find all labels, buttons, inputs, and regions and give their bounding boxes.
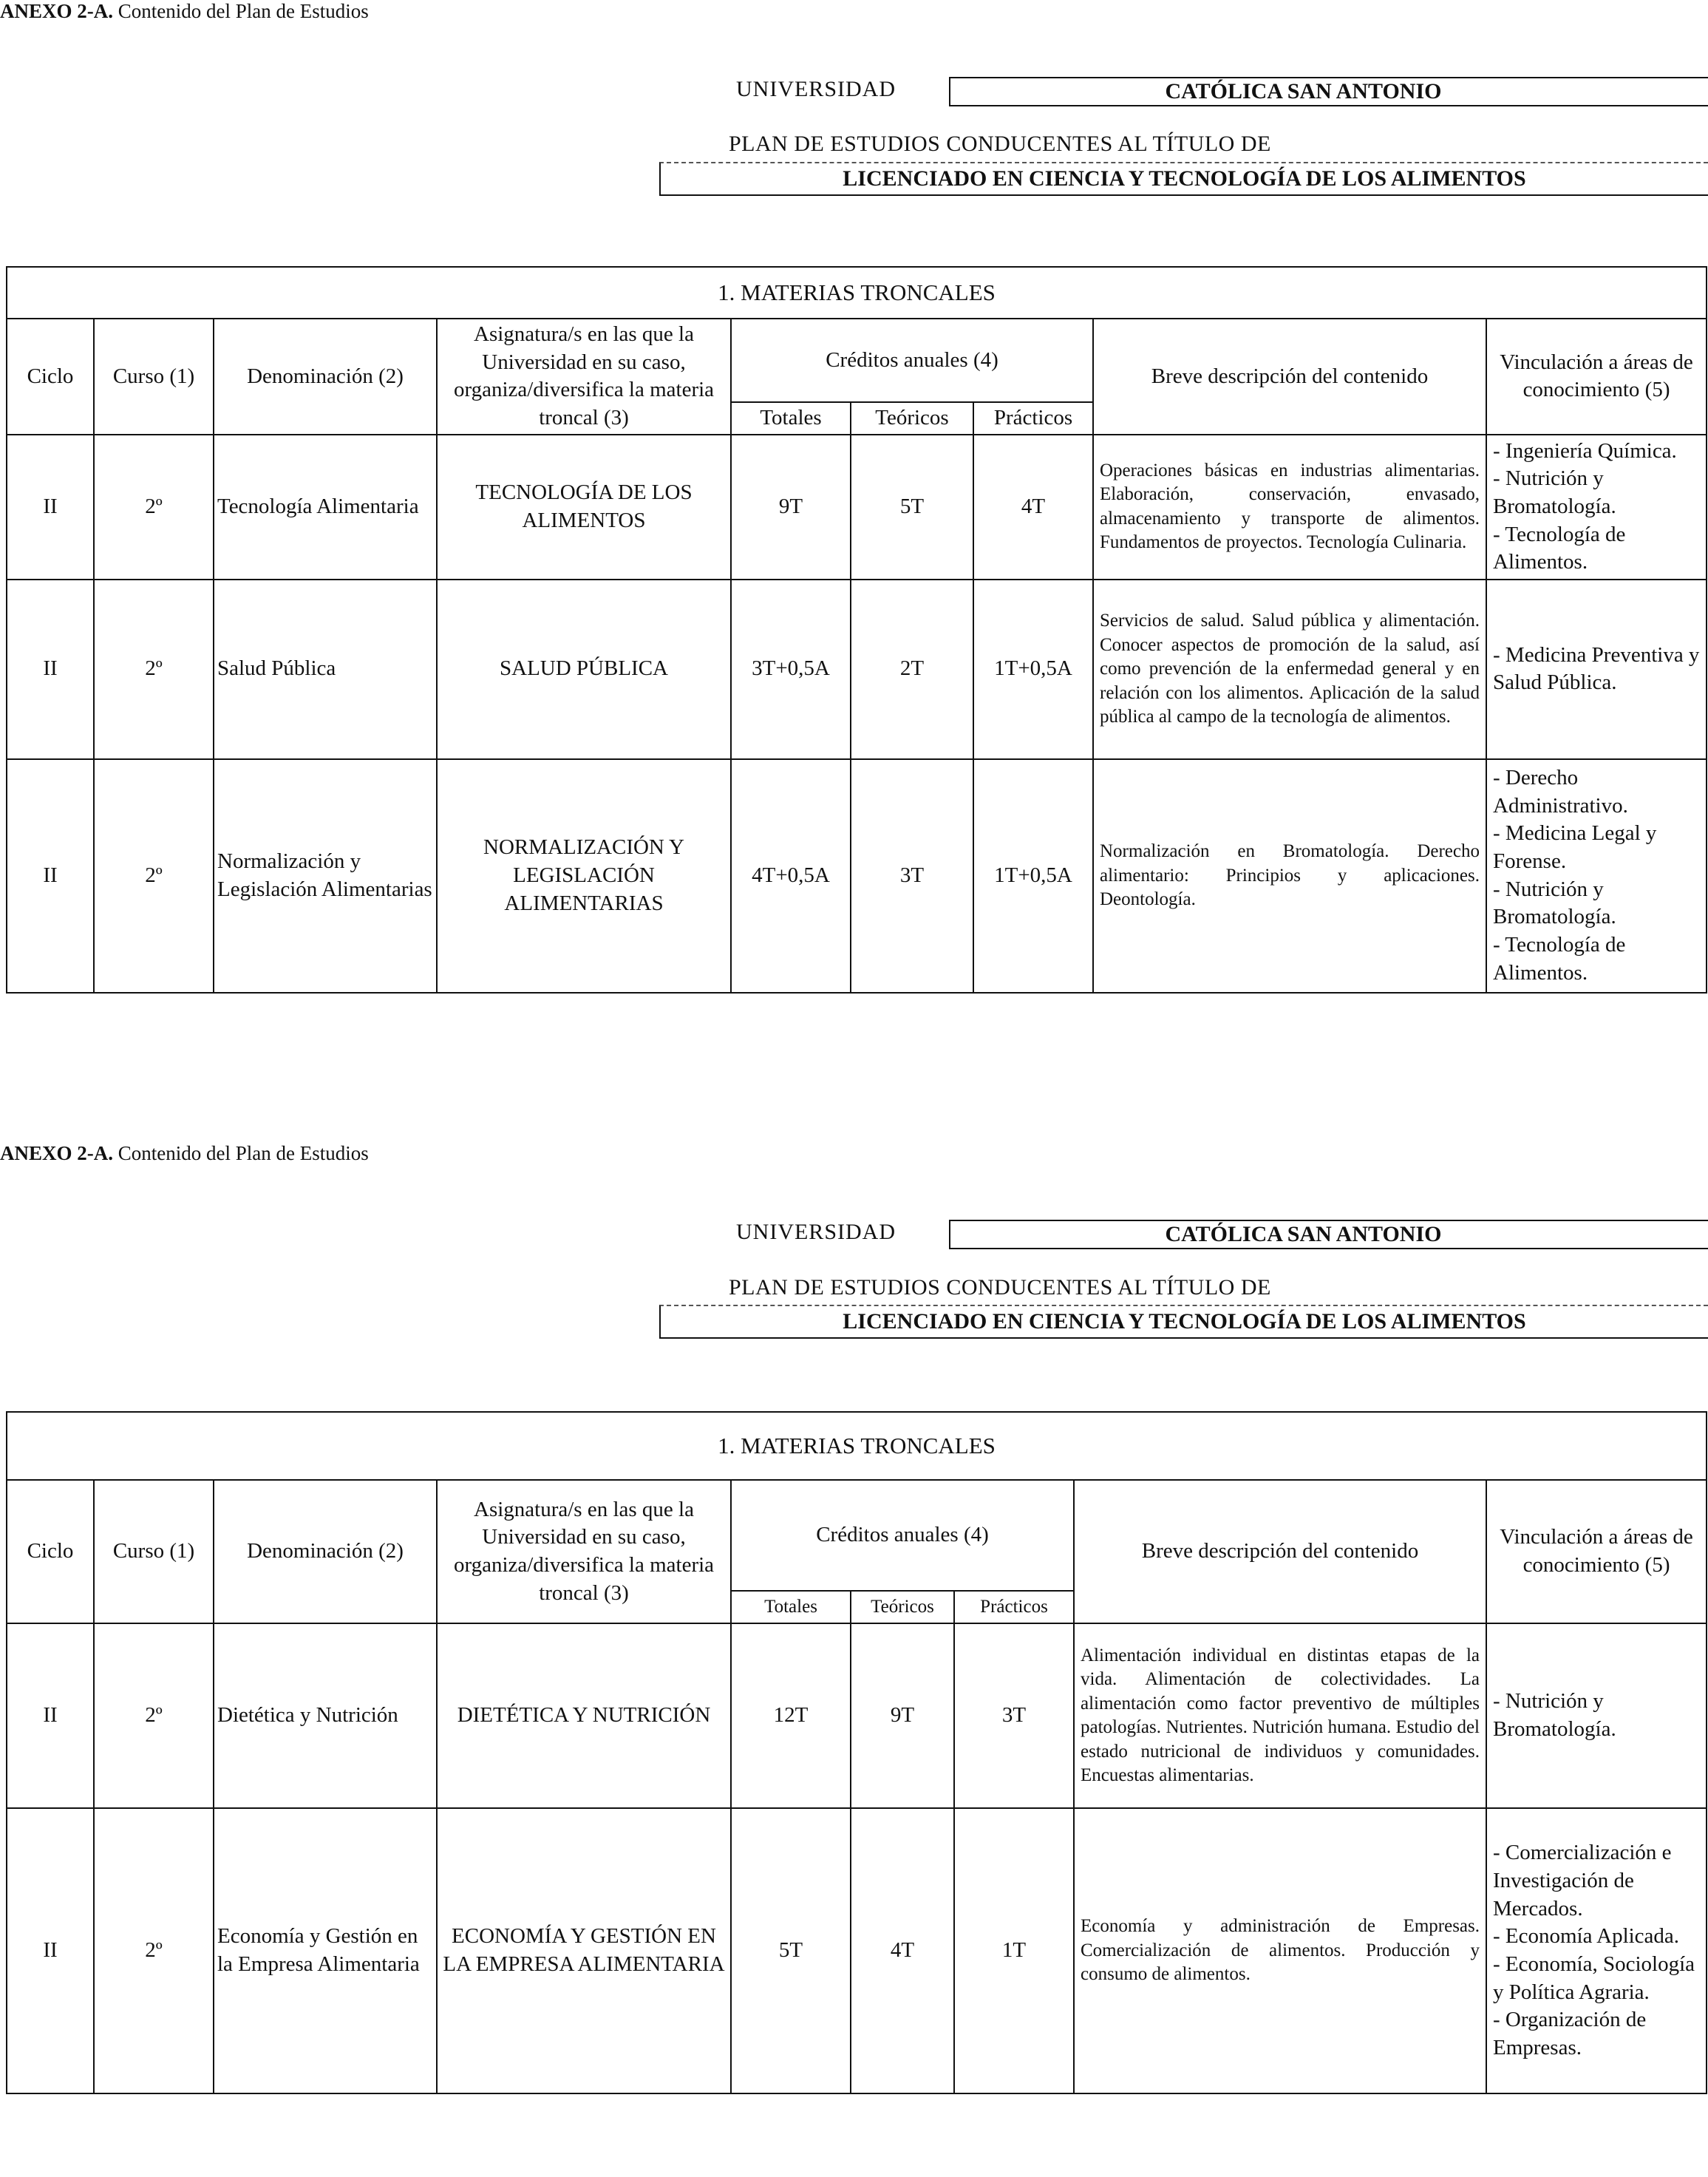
cell-totales: 4T+0,5A (731, 759, 851, 993)
cell-curso: 2º (94, 759, 214, 993)
cell-descripcion: Alimentación individual en distintas etapas de la vida. Alimentación de colectividades. La alimentación como factor preventivo de múltiples patologías. Nutrientes. Nutrición humana. Estudio del estado nutricional de individuos y comunidades. Encuestas alimentarias. (1074, 1623, 1486, 1808)
cell-totales: 5T (731, 1808, 851, 2093)
vinculacion-item: - Nutrición y Bromatología. (1493, 1689, 1616, 1741)
cell-denominacion: Salud Pública (214, 580, 437, 759)
cell-asignatura: SALUD PÚBLICA (437, 580, 731, 759)
cell-denominacion: Tecnología Alimentaria (214, 435, 437, 580)
materias-troncales-table (6, 266, 1707, 994)
universidad-value: CATÓLICA SAN ANTONIO (949, 77, 1708, 106)
table-title: 1. MATERIAS TRONCALES (7, 267, 1707, 319)
vinculacion-item: - Medicina Legal y Forense. (1493, 821, 1657, 874)
cell-curso: 2º (94, 580, 214, 759)
document-page-2 (0, 1142, 1708, 2177)
table-row (7, 759, 1707, 993)
cell-descripcion: Servicios de salud. Salud pública y alimentación. Conocer aspectos de promoción de la salud, así como prevención de la enfermedad general y en relación con los alimentos. Aplicación de la salud pública al campo de la tecnología de alimentos. (1093, 580, 1486, 759)
table-row (7, 580, 1707, 759)
cell-vinculacion (1486, 435, 1707, 580)
annex-heading: ANEXO 2-A. Contenido del Plan de Estudios (0, 0, 369, 22)
vinculacion-item: - Medicina Preventiva y Salud Pública. (1493, 642, 1700, 695)
header-asignatura: Asignatura/s en las que la Universidad en su caso, organiza/diversifica la materia troncal (3) (437, 319, 731, 435)
cell-vinculacion (1486, 580, 1707, 759)
cell-ciclo: II (7, 1808, 94, 2093)
cell-denominacion: Economía y Gestión en la Empresa Alimentaria (214, 1808, 437, 2093)
annex-heading: ANEXO 2-A. Contenido del Plan de Estudios (0, 1142, 369, 1164)
header-creditos: Créditos anuales (4) (731, 319, 1093, 402)
header-descripcion: Breve descripción del contenido (1074, 1480, 1486, 1623)
cell-teoricos: 5T (851, 435, 973, 580)
titulo-value: LICENCIADO EN CIENCIA Y TECNOLOGÍA DE LOS ALIMENTOS (659, 162, 1708, 196)
header-totales: Totales (731, 402, 851, 435)
cell-totales: 9T (731, 435, 851, 580)
header-ciclo: Ciclo (7, 1480, 94, 1623)
cell-vinculacion (1486, 1623, 1707, 1808)
header-creditos: Créditos anuales (4) (731, 1480, 1074, 1591)
vinculacion-item: - Tecnología de Alimentos. (1493, 933, 1626, 985)
universidad-label: UNIVERSIDAD (736, 1220, 896, 1244)
cell-asignatura: TECNOLOGÍA DE LOS ALIMENTOS (437, 435, 731, 580)
header-descripcion: Breve descripción del contenido (1093, 319, 1486, 435)
cell-asignatura: DIETÉTICA Y NUTRICIÓN (437, 1623, 731, 1808)
header-teoricos: Teóricos (851, 1591, 954, 1623)
vinculacion-item: - Organización de Empresas. (1493, 2008, 1647, 2060)
cell-practicos: 1T+0,5A (973, 759, 1093, 993)
vinculacion-item: - Derecho Administrativo. (1493, 766, 1628, 818)
vinculacion-item: - Tecnología de Alimentos. (1493, 522, 1626, 574)
universidad-value: CATÓLICA SAN ANTONIO (949, 1220, 1708, 1249)
table-row (7, 1808, 1707, 2093)
cell-vinculacion (1486, 1808, 1707, 2093)
header-practicos: Prácticos (973, 402, 1093, 435)
universidad-label: UNIVERSIDAD (736, 77, 896, 101)
cell-practicos: 1T (954, 1808, 1074, 2093)
cell-ciclo: II (7, 435, 94, 580)
table-row (7, 1623, 1707, 1808)
cell-curso: 2º (94, 1623, 214, 1808)
cell-teoricos: 4T (851, 1808, 954, 2093)
header-denominacion: Denominación (2) (214, 1480, 437, 1623)
vinculacion-item: - Economía Aplicada. (1493, 1924, 1680, 1949)
cell-asignatura: ECONOMÍA Y GESTIÓN EN LA EMPRESA ALIMENTARIA (437, 1808, 731, 2093)
header-practicos: Prácticos (954, 1591, 1074, 1623)
cell-curso: 2º (94, 1808, 214, 2093)
titulo-value: LICENCIADO EN CIENCIA Y TECNOLOGÍA DE LOS ALIMENTOS (659, 1305, 1708, 1339)
cell-totales: 12T (731, 1623, 851, 1808)
vinculacion-item: - Nutrición y Bromatología. (1493, 877, 1616, 929)
plan-label: PLAN DE ESTUDIOS CONDUCENTES AL TÍTULO DE (729, 132, 1271, 156)
document-page-1 (0, 0, 1708, 1035)
cell-practicos: 1T+0,5A (973, 580, 1093, 759)
cell-curso: 2º (94, 435, 214, 580)
cell-teoricos: 9T (851, 1623, 954, 1808)
table-row (7, 435, 1707, 580)
header-curso: Curso (1) (94, 1480, 214, 1623)
plan-label: PLAN DE ESTUDIOS CONDUCENTES AL TÍTULO DE (729, 1275, 1271, 1300)
vinculacion-item: - Ingeniería Química. (1493, 438, 1677, 463)
cell-descripcion: Operaciones básicas en industrias alimentarias. Elaboración, conservación, envasado, almacenamiento y transporte de alimentos. Fundamentos de proyectos. Tecnología Culinaria. (1093, 435, 1486, 580)
cell-practicos: 4T (973, 435, 1093, 580)
cell-descripcion: Economía y administración de Empresas. Comercialización de alimentos. Producción y consumo de alimentos. (1074, 1808, 1486, 2093)
cell-vinculacion (1486, 759, 1707, 993)
vinculacion-item: - Comercialización e Investigación de Mercados. (1493, 1841, 1672, 1920)
cell-descripcion: Normalización en Bromatología. Derecho alimentario: Principios y aplicaciones. Deontología. (1093, 759, 1486, 993)
vinculacion-item: - Economía, Sociología y Política Agraria. (1493, 1952, 1695, 2004)
header-vinculacion: Vinculación a áreas de conocimiento (5) (1486, 1480, 1707, 1623)
header-teoricos: Teóricos (851, 402, 973, 435)
header-totales: Totales (731, 1591, 851, 1623)
cell-teoricos: 3T (851, 759, 973, 993)
cell-ciclo: II (7, 759, 94, 993)
header-curso: Curso (1) (94, 319, 214, 435)
cell-ciclo: II (7, 1623, 94, 1808)
header-denominacion: Denominación (2) (214, 319, 437, 435)
cell-practicos: 3T (954, 1623, 1074, 1808)
cell-denominacion: Dietética y Nutrición (214, 1623, 437, 1808)
header-ciclo: Ciclo (7, 319, 94, 435)
vinculacion-item: - Nutrición y Bromatología. (1493, 466, 1616, 518)
cell-asignatura: NORMALIZACIÓN Y LEGISLACIÓN ALIMENTARIAS (437, 759, 731, 993)
materias-troncales-table (6, 1411, 1707, 2094)
header-asignatura: Asignatura/s en las que la Universidad en su caso, organiza/diversifica la materia troncal (3) (437, 1480, 731, 1623)
header-vinculacion: Vinculación a áreas de conocimiento (5) (1486, 319, 1707, 435)
cell-denominacion: Normalización y Legislación Alimentarias (214, 759, 437, 993)
cell-teoricos: 2T (851, 580, 973, 759)
table-title: 1. MATERIAS TRONCALES (7, 1412, 1707, 1480)
cell-ciclo: II (7, 580, 94, 759)
cell-totales: 3T+0,5A (731, 580, 851, 759)
